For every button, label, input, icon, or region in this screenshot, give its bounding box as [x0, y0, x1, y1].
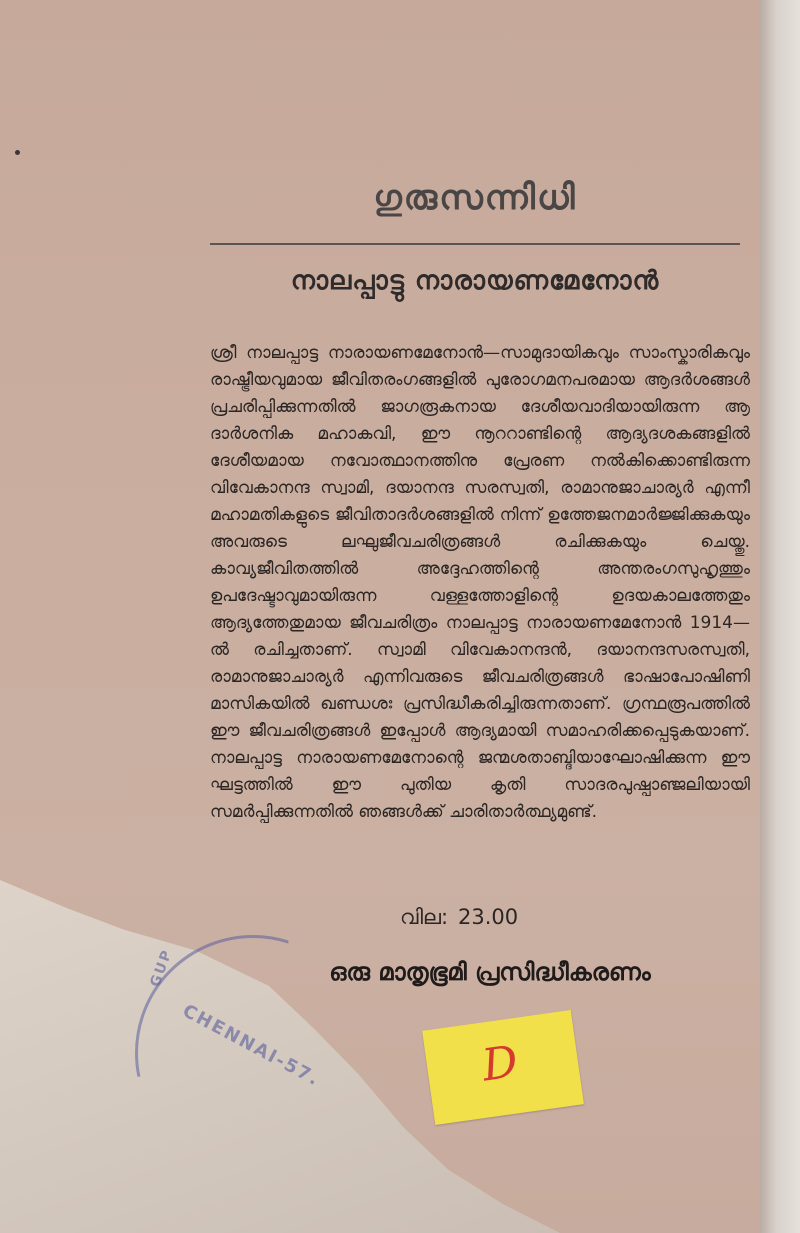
page-edge-strip — [760, 0, 800, 1233]
handwritten-mark: D — [479, 1036, 522, 1092]
yellow-label-sticker — [422, 1010, 584, 1125]
title-divider — [210, 243, 740, 245]
ink-spot — [15, 150, 20, 155]
stamp-arc-text: GUP — [147, 946, 176, 990]
blurb-paragraph: ശ്രീ നാലപ്പാട്ട നാരായണമേനോൻ—സാമുദായികവും സാംസ്കാരികവും രാഷ്ട്രീയവുമായ ജീവിതരംഗങ്ങളിൽ പുരോഗമനപരമായ ആദർശങ്ങൾ പ്രചരിപ്പിക്കുന്നതിൽ ജാഗരൂകനായ ദേശീയവാദിയായിരുന്ന ആ ദാർശനിക മഹാകവി, ഈ നൂററാണ്ടിന്റെ ആദ്യദശകങ്ങളിൽ ദേശീയമായ നവോത്ഥാനത്തിനു പ്രേരണ നൽകിക്കൊണ്ടിരുന്ന വിവേകാനന്ദ സ്വാമി, ദയാനന്ദ സരസ്വതി, രാമാനുജാചാര്യർ എന്നീ മഹാമതികളുടെ ജീവിതാദർശങ്ങളിൽ നിന്ന് ഉത്തേജനമാർജ്ജിക്കുകയും അവരുടെ ലഘുജീവചരിത്രങ്ങൾ രചിക്കുകയും ചെയ്തു. കാവ്യജീവിതത്തിൽ അദ്ദേഹത്തിന്റെ അന്തരംഗസുഹൃത്തും ഉപദേഷ്ടാവുമായിരുന്ന വള്ളത്തോളിന്റെ ഉദയകാലത്തേതും ആദ്യത്തേതുമായ ജീവചരിത്രം നാലപ്പാട്ട നാരായണമേനോൻ 1914—ൽ രചിച്ചതാണ്. സ്വാമി വിവേകാനന്ദൻ, ദയാനന്ദസരസ്വതി, രാമാനുജാചാര്യർ എന്നിവരുടെ ജീവചരിത്രങ്ങൾ ഭാഷാപോഷിണി മാസികയിൽ ഖണ്ഡശഃ പ്രസിദ്ധീകരിച്ചിരുന്നതാണ്. ഗ്രന്ഥരൂപത്തിൽ ഈ ജീവചരിത്രങ്ങൾ ഇപ്പോൾ ആദ്യമായി സമാഹരിക്കപ്പെടുകയാണ്. നാലപ്പാട്ട നാരായണമേനോന്റെ ജന്മശതാബ്ദിയാഘോഷിക്കുന്ന ഈ ഘട്ടത്തിൽ ഈ പുതിയ കൃതി സാദരപുഷ്പാഞ്ജലിയായി സമർപ്പിക്കുന്നതിൽ ഞങ്ങൾക്ക് ചാരിതാർത്ഥ്യമുണ്ട്. — [210, 343, 750, 822]
stamp-city-text: CHENNAI-57. — [179, 1000, 324, 1091]
price-label: വില: — [400, 905, 449, 929]
price-line — [400, 905, 518, 930]
author-name: നാലപ്പാട്ടു നാരായണമേനോൻ — [290, 266, 660, 296]
price-value: 23.00 — [458, 905, 519, 929]
book-title: ഗുരുസന്നിധി — [373, 178, 577, 218]
publisher-line: ഒരു മാതൃഭൂമി പ്രസിദ്ധീകരണം — [329, 958, 651, 986]
